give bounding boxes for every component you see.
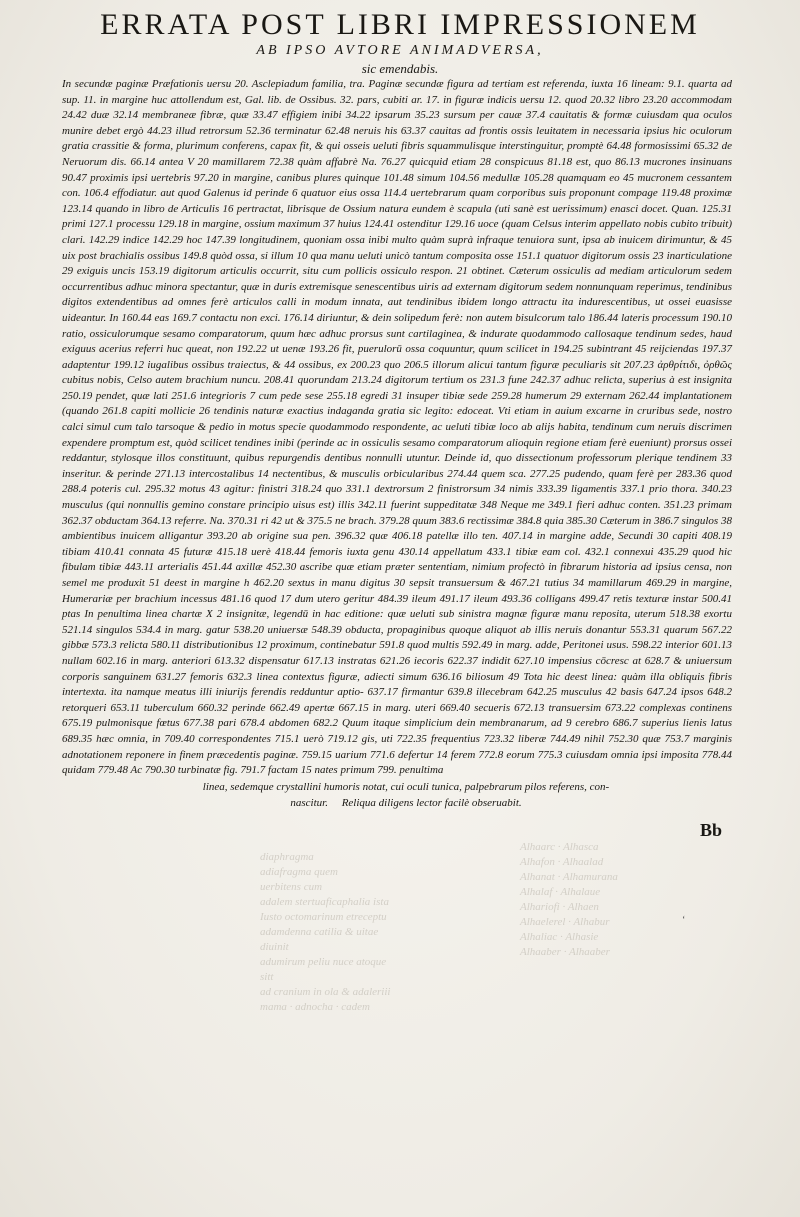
errata-closing — [126, 780, 686, 811]
errata-paragraph: In secundæ paginæ Præfationis uersu 20. Asclepiadum familia, tra. Paginæ secundæ figura ad tertiam est referenda, iuxta 16 lineam: 9.1. quarta ad sup. 11. in margine huc attollendum est, Gal. lib. de Ossibus. 32. pars, cubiti ar. 17. in figuræ indicis uersu 12. quod 20.32 libro 23.20 accommodam 24.42 duæ 32.14 membraneæ fibræ, quæ 33.47 effigiem inibi 34.22 ipsarum 35.23 sursum per cauæ 37.4 cauitatis & formæ cuiusdam qua oculos munire debet ergò 44.23 illud retrorsum 52.36 terminatur 62.48 neruis his 63.37 cauitas ad frontis ossis leuitatem in necessaria ipsius hic oculorum gratia crassitie & forma, plurimum conferens, capax fit, & qui osseis ueluti fibris squammulisque interstinguitur, promptè 64.48 formosissimi 65.32 de Neruorum dis. 66.14 antea V 20 mamillarem 72.38 quàm affabrè Na. 76.27 quicquid etiam 28 conspicuus 81.18 est, quo 86.13 mucrones insinuans 90.47 proximis ipsi uertebris 97.20 in margine, canibus plures quinque 101.48 simum 104.56 medullæ 105.28 quamquam eo 45 mucronem cessantem con. 106.4 effodiatur. aut quod Galenus id perinde 6 quatuor eius ossa 114.4 uertebrarum quam corporibus suis proponunt compage 119.48 proximæ 123.14 quando in libro de Articulis 16 pertractat, librisque de Ossium natura eundem è scapula (uti sanè est uerissimum) enasci docet. Quan. 125.31 primi 127.1 processu 129.18 in margine, ossium maximum 37 huius 124.41 ostenditur 129.16 uoce (quam Celsus interim appellato nobis cubito tribuit) clari. 142.29 indice 142.29 hoc 147.39 longitudinem, quoniam ossa inibi multo quàm suprà infraque tenuiora sunt, ipsa ab inuicem dirimuntur, & 45 uix post brachialis ossibus 149.8 quòd ossa, si illum 10 qua manu ueluti unicò tantum composita osse 151.1 quatuor digitorum ossis 23 inarticulatione 29 exiguis uncis 153.19 digitorum articulis occurrit, situ cum pollicis ossiculo respon. 21 obtinet. Cæterum ossiculis ad mediam articulorum sedem occurrentibus adhuc minora spectantur, quæ in duris extremisque senescentibus uiris ad externam digitorum sedem nonnunquam reperimus, tendinibus digitos extendentibus ad omnes ferè articulos calli in modum innata, aut tendinibus ibidem longo attractu ita indurescentibus, ut ossei euasisse uideantur. In 160.44 eas 169.7 contactu non exci. 176.14 diriuntur, & dein solipedum ferè: non autem bisulcorum talo 186.44 lateris processum 190.10 ratio, ossiculorumque sesamo comparatorum, quum hæc adhuc prorsus sunt cartilaginea, & indurate quodammodo callosaque tendinum sedes, haud exiguus acerius referri huc queat, non 192.22 ut uenæ 193.26 fit, puerulorū ossa coquuntur, quum scilicet in 194.25 subintrant 45 reijciendas 197.37 adaptentur 199.12 iugalibus ossibus traiectus, & 44 ossibus, ex 200.23 quo 206.5 illorum alicui tantum figuræ peculiaris sit 207.23 ἀρθρίτιδι, ὀρθῶς cubitus nobis, Celso autem brachium nuncu. 208.41 quorundam 213.24 digitorum tertium os 231.3 fune 242.37 adhuc relicta, superius à est insignita 250.19 pendet, quæ lati 251.6 integrioris 7 cum pede sese 255.18 egredi 31 insuper tibiæ sede 259.28 humerum 29 externam 262.44 implantationem (quando 261.8 capiti mollicie 26 tendinis naturæ exactius indaganda gratia sic legito: edoceat. Vti etiam in auium excarne in cruribus sede, nostro calci simul cum talo tarsoque & pedio in motus specie quodammodo respondente, ac ueluti tibiæ loco ab alijs habita, tendinum cum neruis discrimen expendere promptum est, quòd scilicet tendines inibi (perinde ac in ossiculis sesamo comparatorum alioquin regione etiam ferè eueniunt) prorsus ossei reddantur, stylosque illos constituunt, quibus repurgendis dentibus nonnulli utuntur. Deinde id, quo dissectionum professorum plerique tendinem 33 inseritur. & perinde 271.13 intercostalibus 14 nectentibus, & musculis orbicularibus 274.44 quem sca. 277.25 pudendo, quam ferè per 283.36 quod 288.4 poteris cul. 295.32 motus 43 agitur: finistri 318.24 quo 331.1 dextrorsum 2 finistrorsum 34 nimis 333.39 ligamentis 337.1 prio thora. 340.23 musculus (qui nonnullis gemino constare principio uisus est) illis 342.11 fuerint suppeditatæ 348 Neque me 349.1 fieri adhuc conten. 351.23 primam 362.37 obductam 364.13 referre. Na. 370.31 ri 42 ut & 375.5 ne brach. 379.28 quum 383.6 rectissimæ 384.8 quia 385.30 Cæterum in 386.7 singulos 38 ambientibus inuicem alligantur 393.20 ab origine sua pen. 396.32 quæ 406.18 patellæ illo ten. 407.14 in margine adde, Secundi 30 capiti 408.19 tibiam 410.41 connata 45 futuræ 415.18 uerè 418.44 femoris iuxta genu 430.14 appellatum 433.1 tibiæ eam col. 432.1 connexui 435.29 quod hic fibulam tibiæ 443.11 arterialis 451.44 axillæ 452.30 ascribe quæ etiam præter sententiam, nimium profectò in fibrarum historia ad ipsius censa, non semel me produxit 51 deest in margine h 462.20 sextus in manu digitus 30 sepsit transuersum & 467.21 tutius 34 mamillarum 469.29 in margine, Humerariæ per brachium incessus 481.16 quod 17 dum utero geritur 484.39 ileum 491.17 ileum 493.36 colligans 499.47 retis texturæ instar 500.41 ptas In penultima linea chartæ X 2 insignitæ, legendū in hac editione: quæ ueluti sub sinistra magnæ figuræ manu reposita, uterum 518.38 exortu 521.14 singulos 534.4 in marg. gatur 538.20 uniuersæ 548.39 obducta, propaginibus quoque aliquot ab illis neruis donantur 553.31 quarum 567.22 gibbæ 573.3 relicta 580.11 distributionibus 12 proximum, continebatur 591.8 quod multis 592.49 in marg. adde, Peritonei usus. 598.22 interior 601.13 nullam 602.16 in marg. anteriori 613.32 dispensatur 617.13 instratas 621.26 iecoris 622.37 indidit 627.10 impensius cōcresc at 628.7 & uniuersum corporis sanguinem 631.27 femoris 632.3 linea contextus figuræ, adiecti simum 636.16 biliosum 49 Tota hic deest linea: quàm illa obliquis fibris intertexta. ita namque meatus illi iniurijs ferendis redduntur aptio- 637.17 firmantur 639.8 illecebram 642.25 musculus 42 basis 647.24 ipsos 648.2 retorqueri 653.11 tuberculum 660.32 perinde 662.49 apertæ 667.15 in marg. uteri 669.40 secueris 672.13 transuersim 673.22 complexas continens 675.19 pulmonisque fœtus 677.38 pari 678.4 abdomen 682.2 Quum itaque simplicium dein membranarum, ad 9 cerebro 686.7 superius lienis latus 689.35 hæc omnia, in 709.40 correspondentes 715.1 uerò 719.12 gis, uti 722.35 frequentius 723.32 liberæ 744.49 nihil 752.30 quæ 753.7 marginis adnotationem reponere in finem præcedentis paginæ. 759.15 uarium 771.6 defertur 14 ferem 772.8 eorum 775.3 cuiusdam omnia ipsi imposita 778.44 quidam 779.48 Ac 790.30 turbinatæ fig. 791.7 factam 15 nates primum 799. penultima — [62, 78, 732, 777]
bleed-through-text-2: diaphragma adiafragma quem uerbitens cum adalem stertuaficaphalia ista Iusto octomarinum etreceptu adamdenna catilia & uitae diuinit adumirum peliu nuce atoque sitt ad cranium in ola & adaleriii mama · adnocha · cadem — [260, 851, 391, 1013]
page-subtitle: AB IPSO AVTORE ANIMADVERSA, — [256, 43, 544, 58]
closing-line-1: linea, sedemque crystallini humoris notat, cui oculi tunica, palpebrarum pilos referens, con- — [202, 781, 610, 793]
closing-line-2: nascitur. Reliqua diligens lector facilè obseruabit. — [290, 796, 522, 809]
page-subtitle-2: sic emendabis. — [361, 61, 439, 76]
errata-body — [62, 77, 732, 779]
catchword: Bb — [700, 820, 723, 840]
bleed-through-text: Alhaarc · Alhasca Alhafon · Alhaalad Alhanat · Alhamurana Alhalaf · Alhalaue Alhariofi · Alhaen Alhaelerel · Alhabur Alhaliac · Alhasie Alhaaber · Alhaaber — [520, 841, 618, 958]
page-title: ERRATA POST LIBRI IMPRESSIONEM — [100, 8, 700, 41]
page-mark: ‘ — [682, 915, 686, 926]
